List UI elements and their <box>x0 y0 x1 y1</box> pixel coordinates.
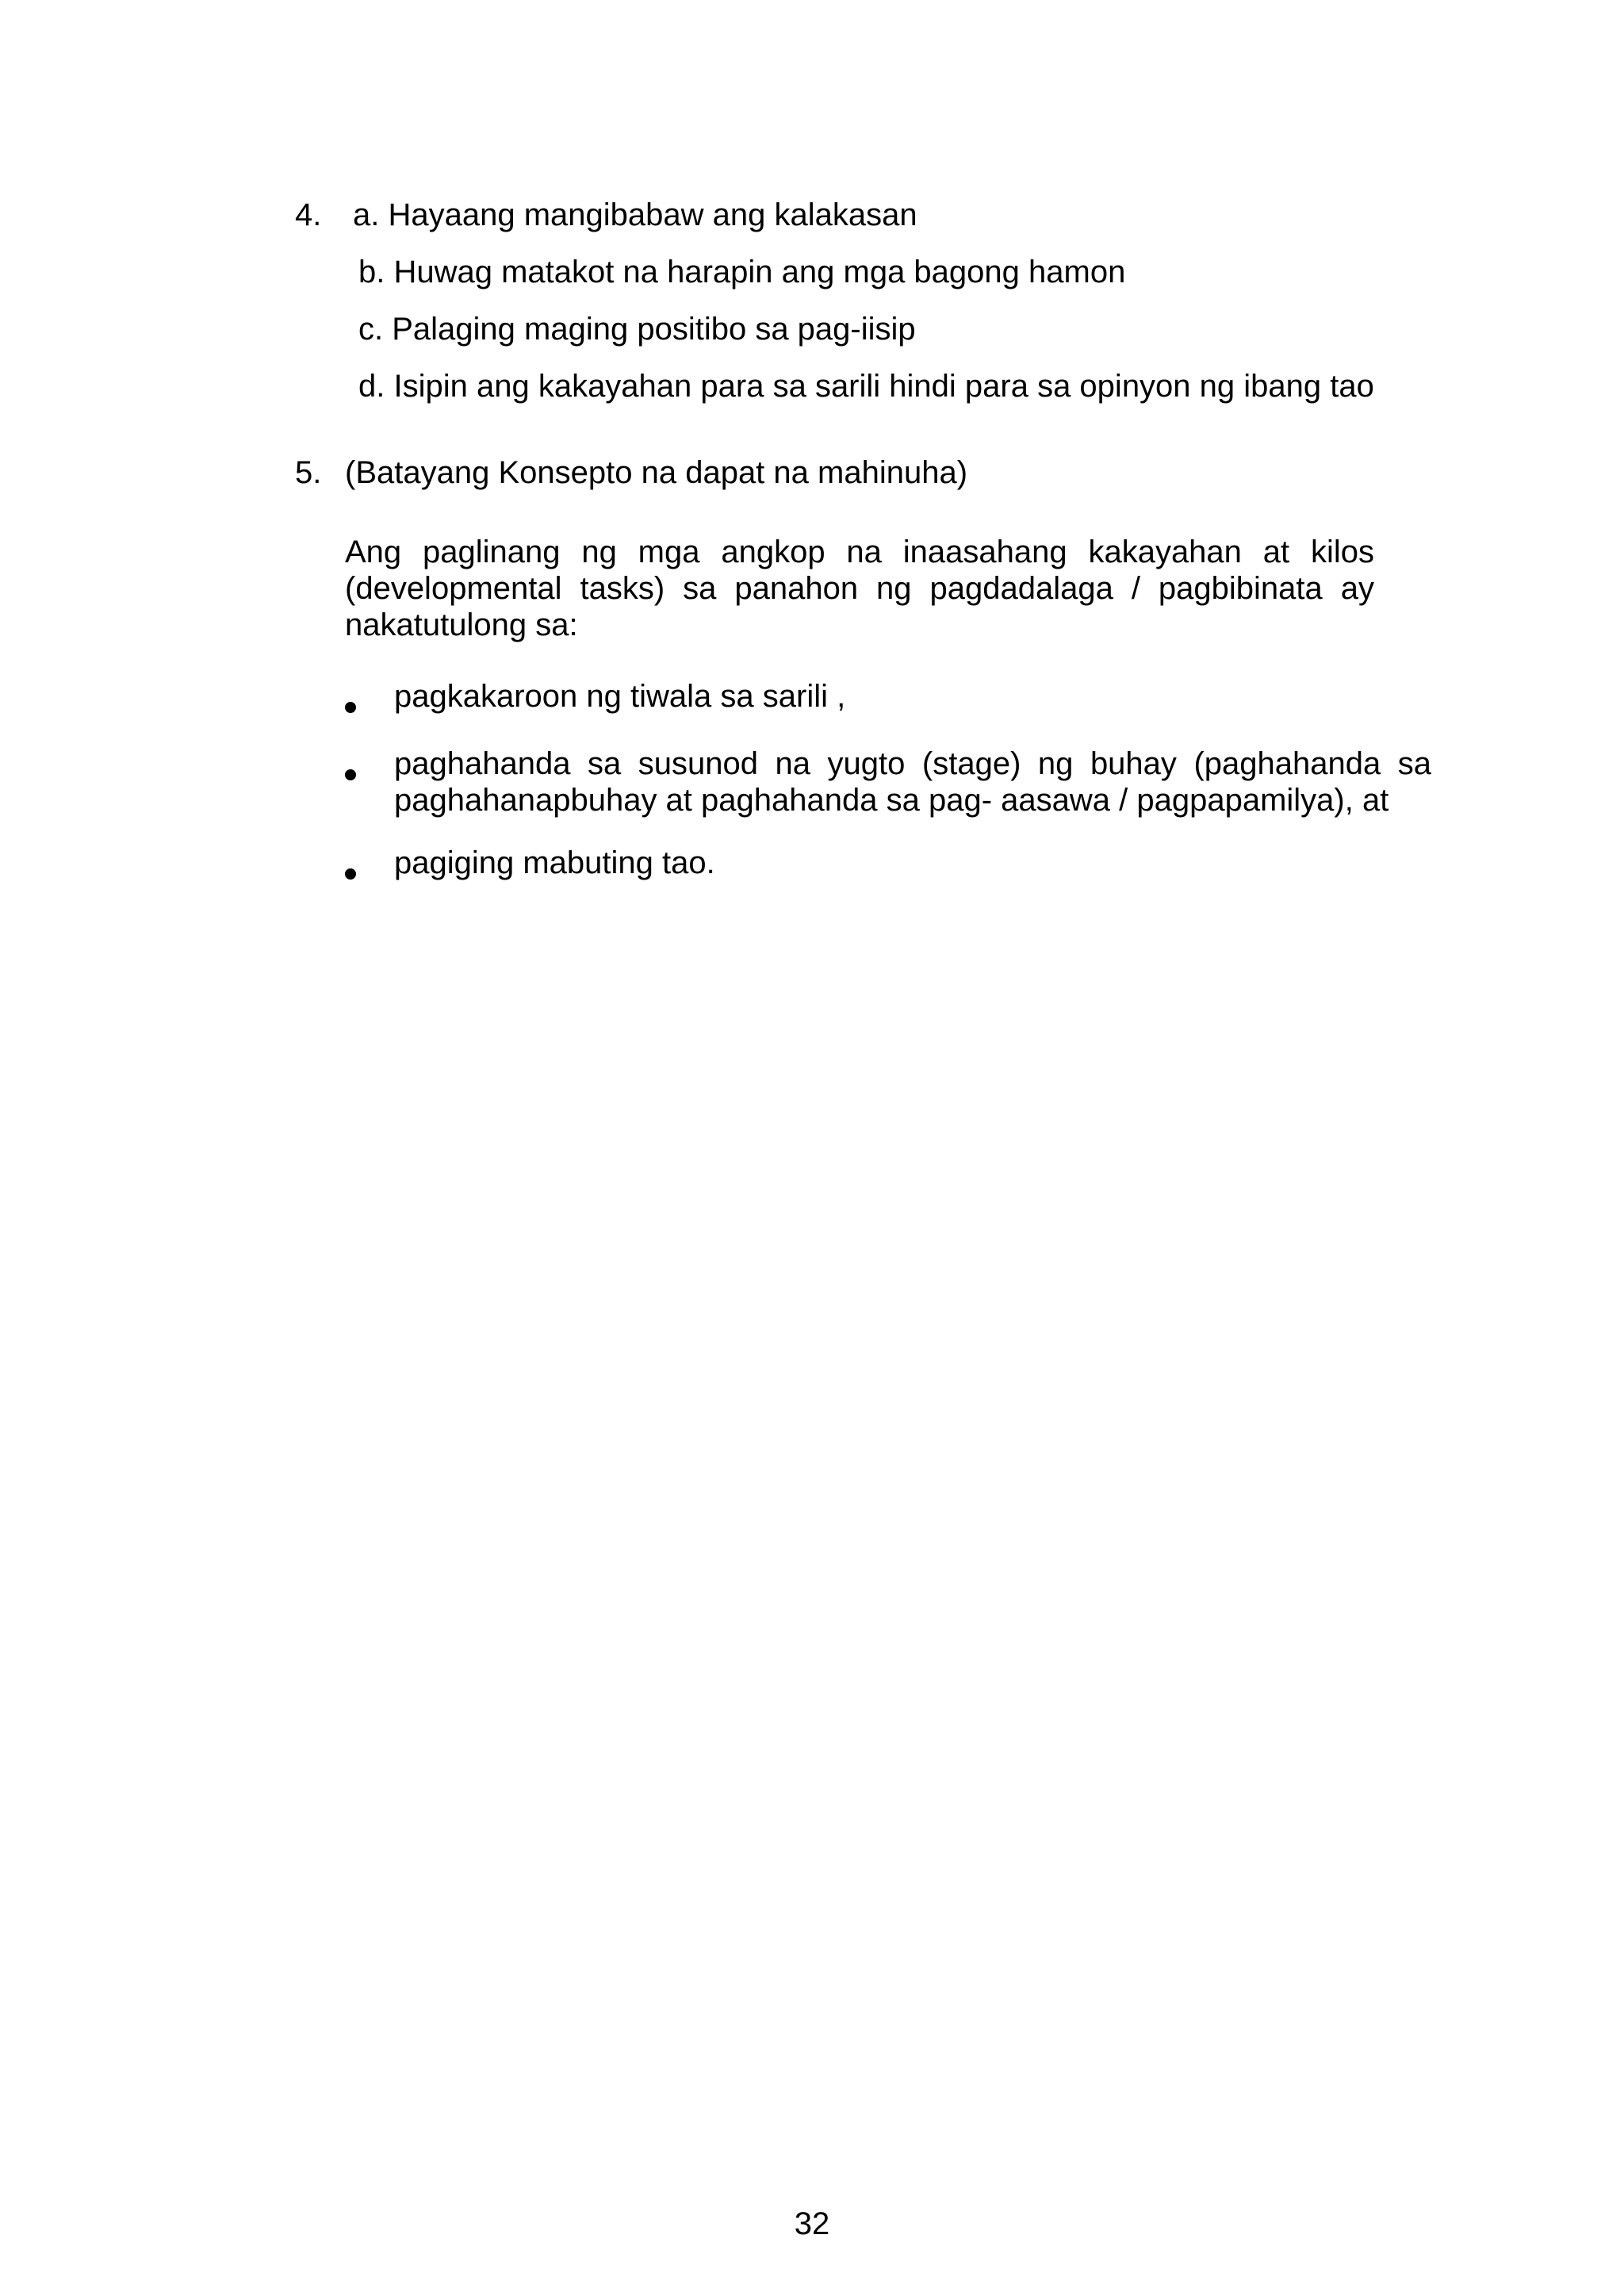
item-4-option-d: d. Isipin ang kakayahan para sa sarili hindi para sa opinyon ng ibang tao <box>358 369 1374 404</box>
item-5-heading: (Batayang Konsepto na dapat na mahinuha) <box>345 455 968 490</box>
bullet-item-1: pagkakaroon ng tiwala sa sarili , <box>394 679 846 714</box>
item-5-paragraph: Ang paglinang ng mga angkop na inaasahang kakayahan at kilos (developmental tasks) sa panahon ng pagdadalaga / pagbibinata ay nakatutulong sa: <box>345 535 1374 642</box>
item-4-option-c: c. Palaging maging positibo sa pag-iisip <box>358 312 916 347</box>
bullet-dot-icon <box>345 702 356 713</box>
bullet-dot-icon <box>345 769 356 780</box>
bullet-dot-icon <box>345 868 356 880</box>
bullet-item-3: pagiging mabuting tao. <box>394 845 715 880</box>
bullet-item-2: paghahanda sa susunod na yugto (stage) ng buhay (paghahanda sa paghahanapbuhay at paghahanda sa pag- aasawa / pagpapamilya), at <box>394 746 1431 818</box>
page-number: 32 <box>794 2206 830 2241</box>
item-4-option-b: b. Huwag matakot na harapin ang mga bagong hamon <box>358 255 1126 289</box>
item-4-number: 4. <box>295 197 322 232</box>
item-5-number: 5. <box>295 455 322 490</box>
item-4-option-a: a. Hayaang mangibabaw ang kalakasan <box>353 197 917 232</box>
